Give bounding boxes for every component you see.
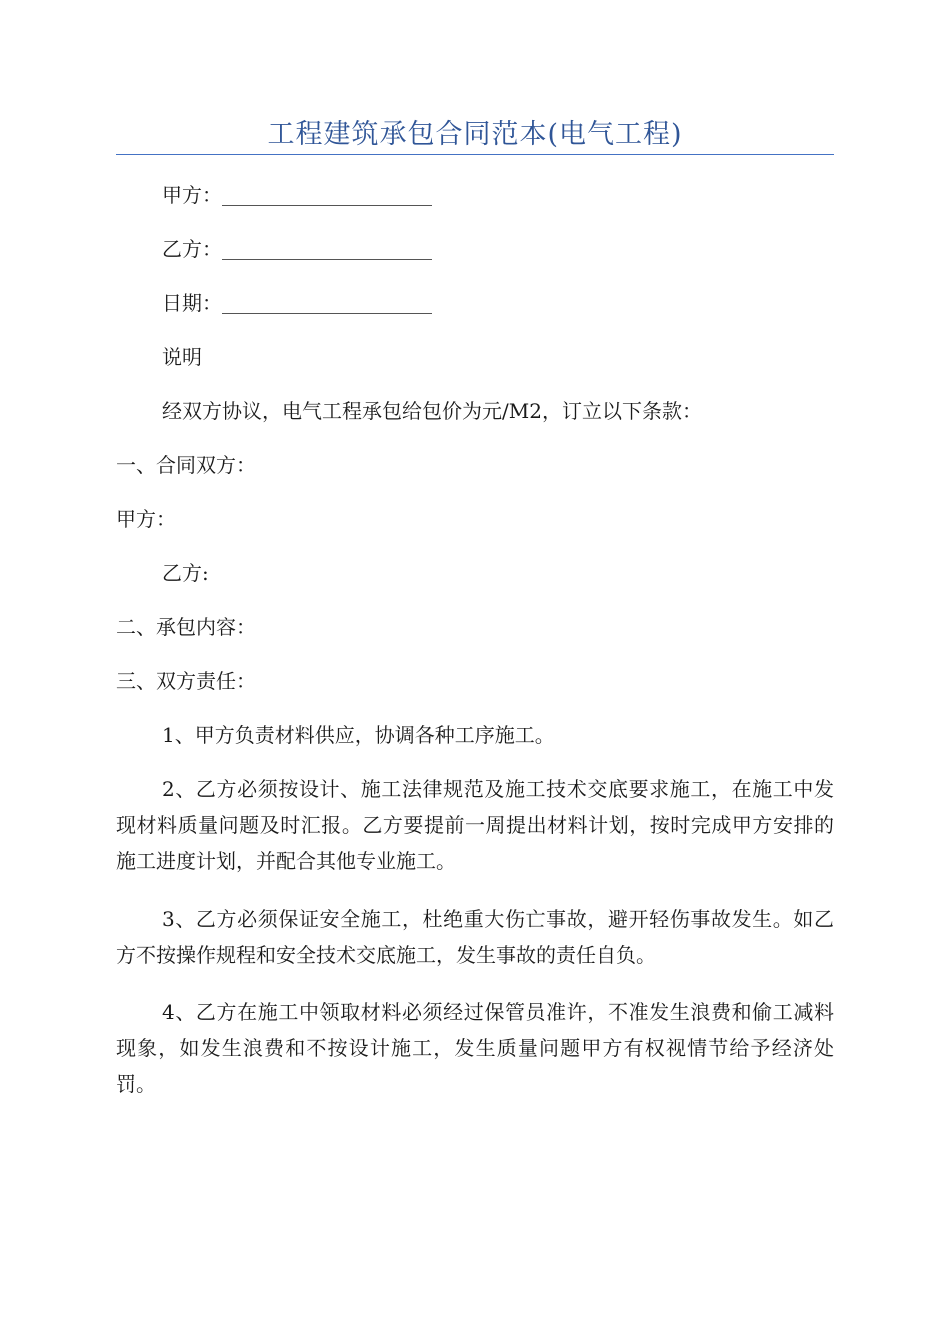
field-party-a — [162, 177, 432, 213]
blank-line — [222, 293, 432, 314]
section-heading-2: 二、承包内容： — [116, 615, 256, 639]
party-a-line: 甲方： — [116, 507, 176, 531]
party-b-line: 乙方: — [162, 561, 209, 585]
intro-paragraph: 经双方协议，电气工程承包给包价为元/M2，订立以下条款： — [162, 399, 702, 423]
section-heading-3: 三、双方责任： — [116, 669, 256, 693]
title-underline — [116, 154, 834, 155]
field-party-b — [162, 231, 432, 267]
clause-1: 1、甲方负责材料供应，协调各种工序施工。 — [162, 723, 555, 747]
clause-4: 4、乙方在施工中领取材料必须经过保管员准许，不准发生浪费和偷工减料现象，如发生浪费和不按设计施工，发生质量问题甲方有权视情节给予经济处罚。 — [116, 1000, 834, 1096]
clause-3: 3、乙方必须保证安全施工，杜绝重大伤亡事故，避开轻伤事故发生。如乙方不按操作规程和安全技术交底施工，发生事故的责任自负。 — [116, 907, 834, 967]
field-date — [162, 285, 432, 321]
field-label: 乙方： — [162, 237, 222, 261]
blank-line — [222, 185, 432, 206]
document-title: 工程建筑承包合同范本(电气工程) — [267, 119, 683, 150]
clause-2: 2、乙方必须按设计、施工法律规范及施工技术交底要求施工，在施工中发现材料质量问题及时汇报。乙方要提前一周提出材料计划，按时完成甲方安排的施工进度计划，并配合其他专业施工。 — [116, 777, 834, 873]
field-label: 甲方： — [162, 183, 222, 207]
blank-line — [222, 239, 432, 260]
field-label: 日期： — [162, 291, 222, 315]
section-heading-1: 一、合同双方： — [116, 453, 256, 477]
heading-note: 说明 — [162, 345, 202, 369]
